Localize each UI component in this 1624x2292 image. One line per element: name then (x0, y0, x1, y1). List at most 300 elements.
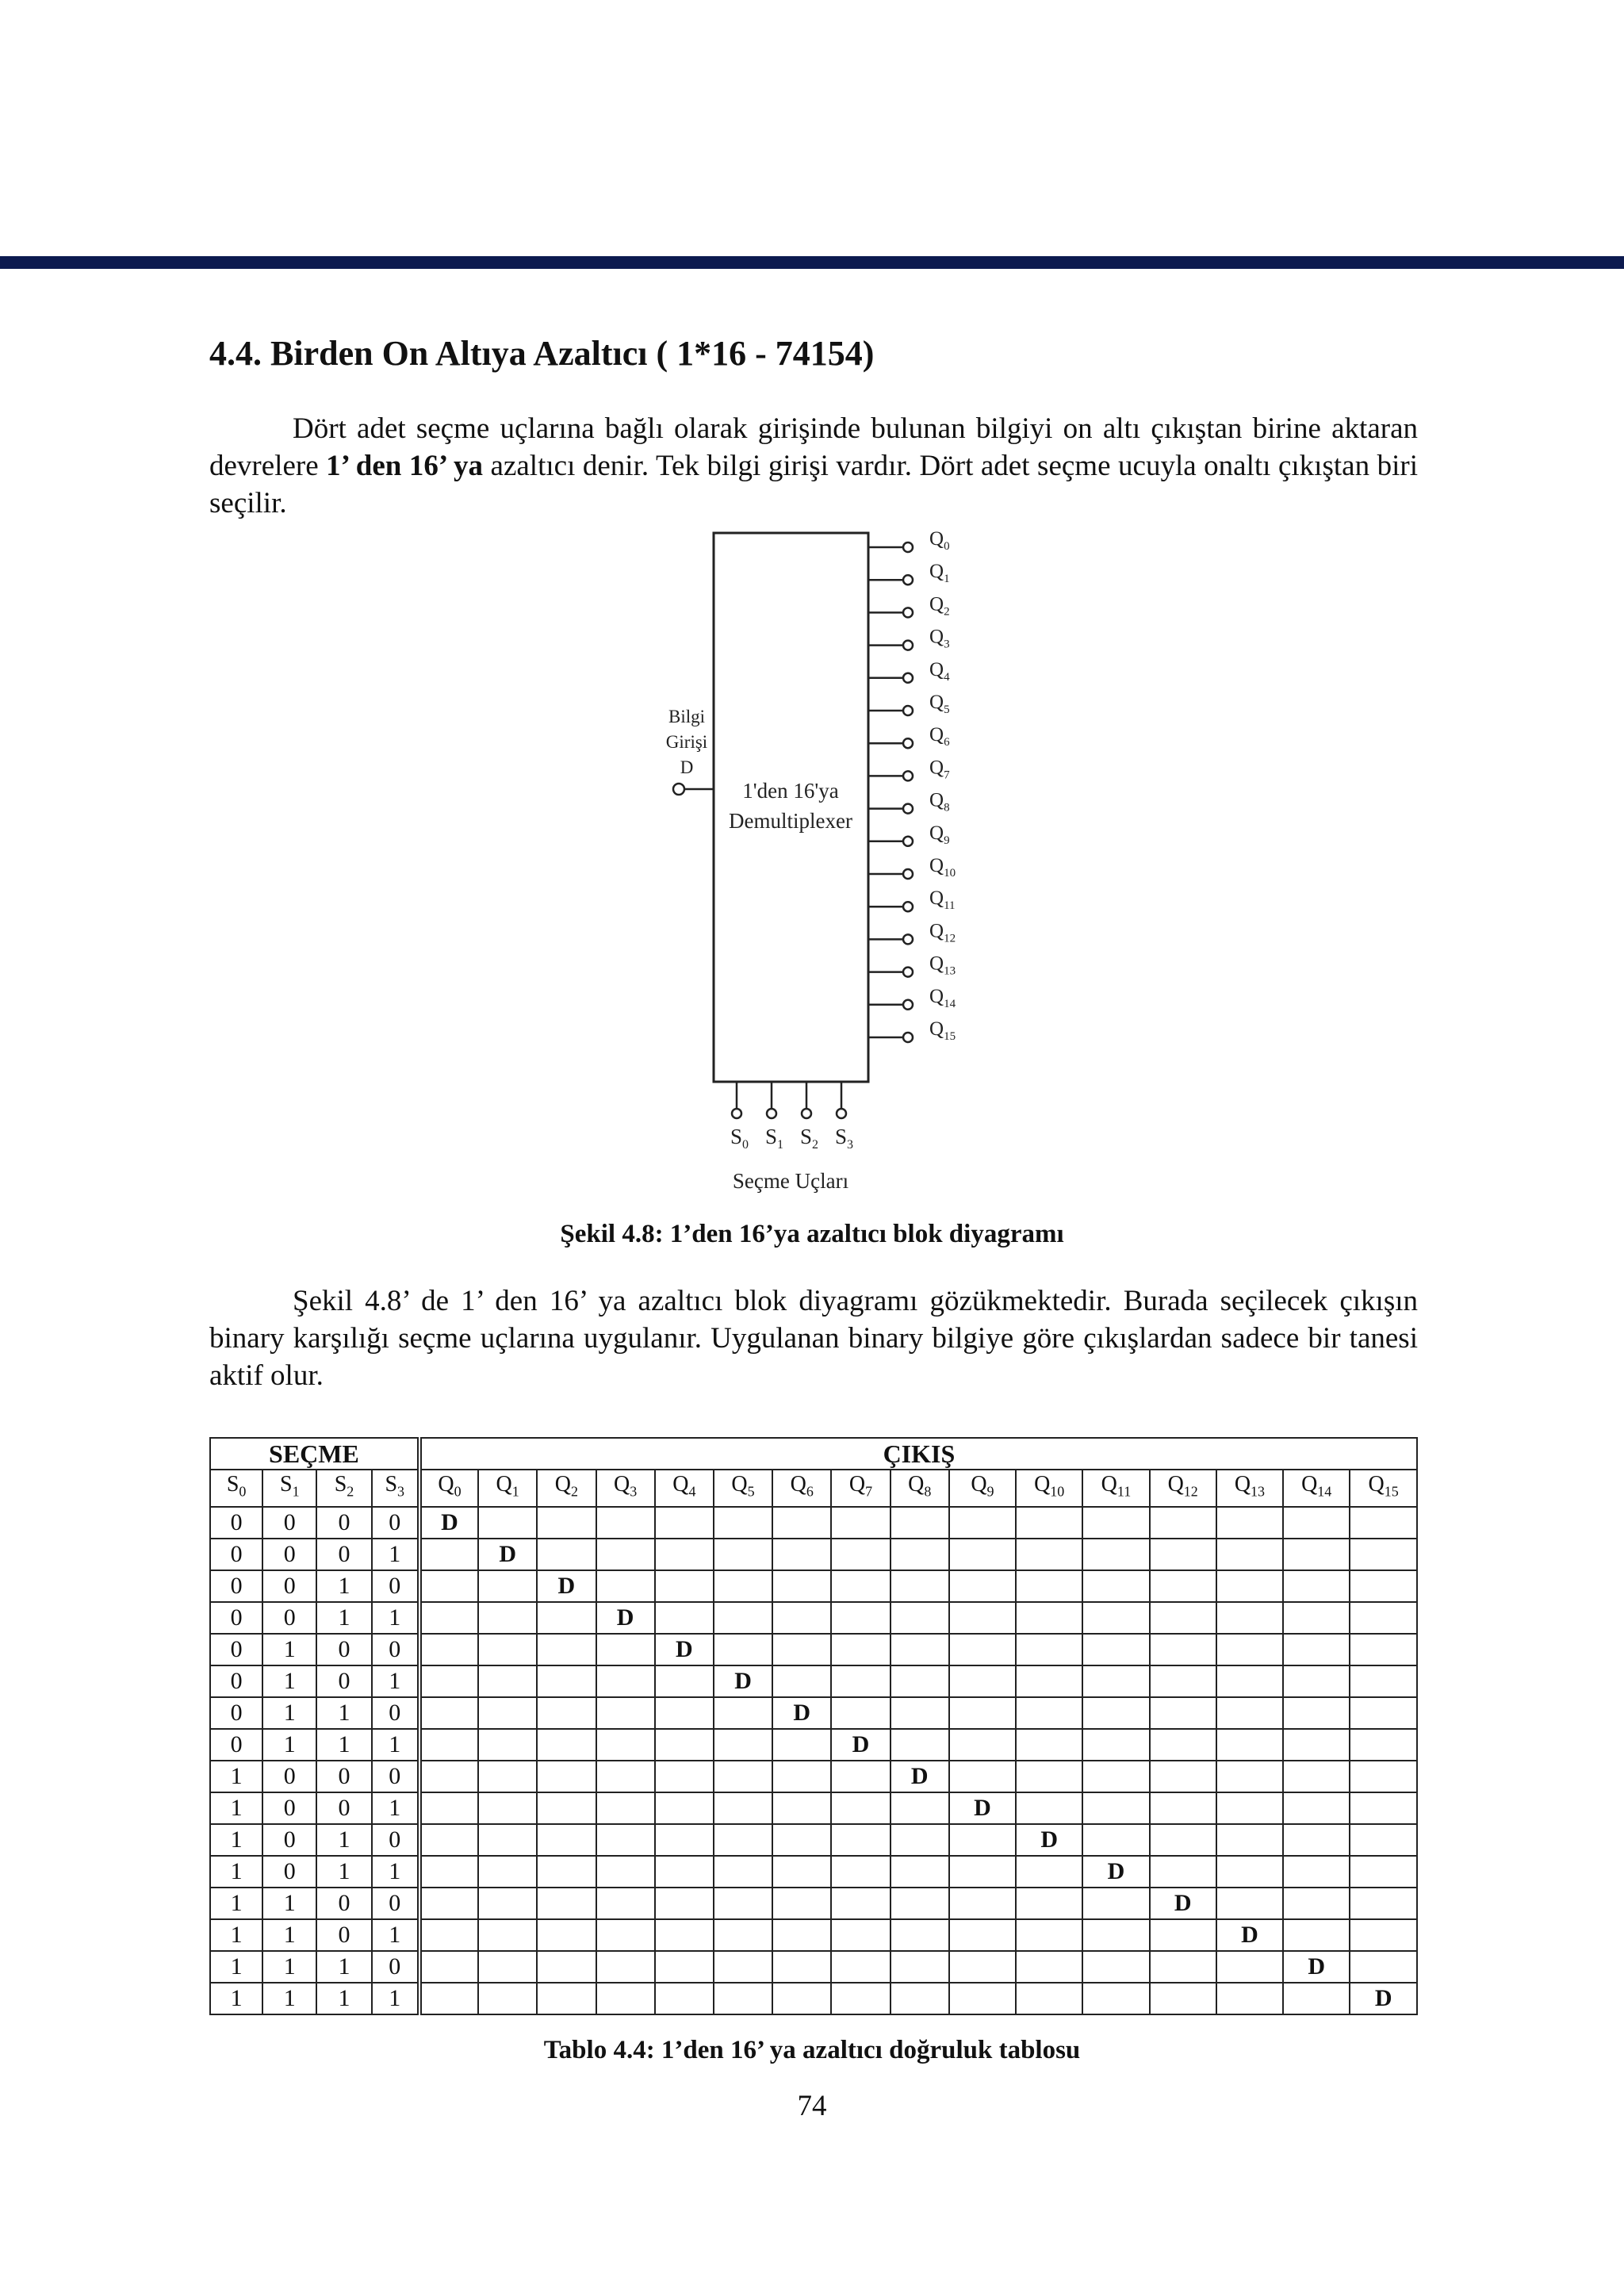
output-cell (1350, 1888, 1417, 1919)
output-cell (714, 1824, 772, 1856)
select-cell: 1 (262, 1665, 316, 1697)
output-cell (419, 1983, 478, 2014)
output-cell (949, 1697, 1016, 1729)
table-row (210, 1665, 1417, 1697)
output-cell (1216, 1983, 1283, 2014)
output-cell (419, 1919, 478, 1951)
output-cell: D (655, 1634, 714, 1665)
output-cell (714, 1951, 772, 1983)
output-cell (1082, 1539, 1149, 1570)
output-cell (1283, 1634, 1350, 1665)
output-cell (772, 1983, 831, 2014)
output-cell (891, 1634, 949, 1665)
output-cell (1016, 1761, 1082, 1792)
output-header-q9-index: 9 (986, 1483, 994, 1500)
output-terminal (903, 607, 913, 617)
output-cell: D (772, 1697, 831, 1729)
output-cell (1150, 1761, 1216, 1792)
output-cell (537, 1634, 596, 1665)
output-header-q15-index: 15 (1384, 1483, 1399, 1500)
output-pin-q14 (868, 986, 956, 1010)
output-cell (831, 1856, 890, 1888)
output-cell (1350, 1697, 1417, 1729)
output-pin-q15 (868, 1018, 956, 1043)
output-cell (655, 1792, 714, 1824)
output-cell (537, 1824, 596, 1856)
output-cell (478, 1888, 537, 1919)
output-terminal (903, 738, 913, 748)
select-cell: 0 (262, 1570, 316, 1602)
output-cell (1150, 1697, 1216, 1729)
output-cell (1350, 1824, 1417, 1856)
output-cell (537, 1729, 596, 1761)
output-cell (419, 1539, 478, 1570)
output-cell (1216, 1824, 1283, 1856)
output-cell (537, 1792, 596, 1824)
output-cell (1216, 1951, 1283, 1983)
output-cell (1350, 1951, 1417, 1983)
output-cell (596, 1507, 655, 1539)
select-header-s1: $S_1$ (262, 1470, 316, 1507)
output-label-index: 8 (944, 801, 950, 814)
select-pin-s1 (765, 1082, 783, 1152)
output-cell (1350, 1665, 1417, 1697)
select-pin-s2 (800, 1082, 818, 1152)
select-cell: 0 (372, 1761, 419, 1792)
output-cell (419, 1951, 478, 1983)
output-terminal (903, 542, 913, 552)
output-cell (1150, 1919, 1216, 1951)
output-cell (772, 1729, 831, 1761)
output-cell (1082, 1697, 1149, 1729)
select-cell: 1 (262, 1888, 316, 1919)
select-header-s2: $S_2$ (316, 1470, 371, 1507)
output-cell (478, 1729, 537, 1761)
select-cell: 0 (316, 1761, 371, 1792)
output-cell (772, 1792, 831, 1824)
output-cell (949, 1539, 1016, 1570)
output-cell (891, 1919, 949, 1951)
table-row (210, 1697, 1417, 1729)
output-cell (478, 1697, 537, 1729)
output-cell (1016, 1856, 1082, 1888)
output-cell (419, 1602, 478, 1634)
table-row (210, 1729, 1417, 1761)
output-cell (537, 1602, 596, 1634)
output-header-q13-index: 13 (1251, 1483, 1266, 1500)
output-cell (831, 1570, 890, 1602)
output-cell: D (596, 1602, 655, 1634)
explanation-paragraph (209, 1282, 1418, 1394)
output-cell (831, 1634, 890, 1665)
output-cell (1283, 1983, 1350, 2014)
output-cell (537, 1665, 596, 1697)
output-label-index: 0 (944, 540, 950, 553)
select-header-s3: $S_3$ (372, 1470, 419, 1507)
select-header-s2-index: 2 (347, 1483, 354, 1500)
select-cell: 1 (210, 1761, 262, 1792)
output-cell (478, 1634, 537, 1665)
output-label-index: 13 (944, 964, 956, 978)
output-cell (891, 1697, 949, 1729)
intro-text-start: Dört adet seçme uçlarına bağlı olarak girişinde bulunan bilgiyi on altı çıkıştan birine aktaran devrelere (209, 412, 1418, 482)
output-cell (1082, 1951, 1149, 1983)
output-cell (1082, 1729, 1149, 1761)
output-terminal (903, 902, 913, 911)
select-cell: 1 (316, 1697, 371, 1729)
output-header-q3: $Q_3$ (596, 1470, 655, 1507)
select-label-index: 2 (812, 1138, 819, 1152)
select-cell: 1 (316, 1824, 371, 1856)
output-terminal (903, 706, 913, 715)
output-cell (1150, 1792, 1216, 1824)
select-header-s1-index: 1 (292, 1483, 300, 1500)
output-label: $Q_2$ (929, 593, 950, 619)
select-cell: 0 (372, 1824, 419, 1856)
output-header-q7-index: 7 (865, 1483, 873, 1500)
output-cell (714, 1602, 772, 1634)
output-header-q1: $Q_1$ (478, 1470, 537, 1507)
demultiplexer-block-diagram (634, 523, 999, 1205)
output-header-q10-index: 10 (1050, 1483, 1065, 1500)
block-label-line2: Demultiplexer (729, 809, 852, 833)
output-label-index: 15 (944, 1030, 956, 1043)
output-cell (1082, 1761, 1149, 1792)
output-cell (1350, 1570, 1417, 1602)
output-cell (478, 1570, 537, 1602)
output-label: $Q_{14}$ (929, 985, 956, 1010)
output-terminal (903, 869, 913, 879)
output-cell: D (891, 1761, 949, 1792)
output-cell (655, 1856, 714, 1888)
column-header-row (210, 1470, 1417, 1507)
select-cell: 1 (372, 1792, 419, 1824)
select-caption: Seçme Uçları (732, 1169, 849, 1193)
select-label: $S_1$ (765, 1125, 784, 1152)
intro-text-end: azaltıcı denir. Tek bilgi girişi vardır. Dört adet seçme ucuyla onaltı çıkıştan biri seçilir. (209, 450, 1418, 519)
table-row (210, 1856, 1417, 1888)
output-header-q6: $Q_6$ (772, 1470, 831, 1507)
output-cell (537, 1856, 596, 1888)
output-cell (1016, 1888, 1082, 1919)
output-cell (1016, 1539, 1082, 1570)
output-cell (714, 1539, 772, 1570)
table-row (210, 1792, 1417, 1824)
select-cell: 1 (262, 1919, 316, 1951)
output-cell (1216, 1729, 1283, 1761)
select-terminal (837, 1109, 846, 1118)
table-row (210, 1507, 1417, 1539)
output-cell (714, 1761, 772, 1792)
select-pin-s3 (835, 1082, 853, 1152)
output-cell (655, 1539, 714, 1570)
output-cell (419, 1888, 478, 1919)
output-cell (1350, 1729, 1417, 1761)
select-cell: 0 (262, 1761, 316, 1792)
output-cell (537, 1761, 596, 1792)
select-pins (730, 1082, 853, 1152)
output-header-q0-index: 0 (454, 1483, 462, 1500)
output-pin-q7 (868, 757, 950, 781)
output-cell: D (831, 1729, 890, 1761)
select-cell: 1 (372, 1602, 419, 1634)
output-cell (1150, 1983, 1216, 2014)
output-cell (596, 1697, 655, 1729)
select-cell: 0 (262, 1602, 316, 1634)
output-cell: D (1016, 1824, 1082, 1856)
output-cell (1150, 1665, 1216, 1697)
output-header-q6-index: 6 (806, 1483, 814, 1500)
select-cell: 0 (210, 1539, 262, 1570)
output-pin-q6 (868, 724, 950, 749)
output-cell (478, 1792, 537, 1824)
output-header-q4-index: 4 (688, 1483, 696, 1500)
output-cell (714, 1634, 772, 1665)
truth-table-body (210, 1507, 1417, 2014)
output-cell (1283, 1507, 1350, 1539)
output-cell (831, 1888, 890, 1919)
output-cell (1082, 1919, 1149, 1951)
output-cell (949, 1888, 1016, 1919)
output-cell (831, 1824, 890, 1856)
output-cell (714, 1983, 772, 2014)
output-header-q9: $Q_9$ (949, 1470, 1016, 1507)
output-cell (831, 1792, 890, 1824)
select-pin-s0 (730, 1082, 749, 1152)
select-cell: 1 (372, 1856, 419, 1888)
output-label-index: 9 (944, 834, 950, 847)
table-row (210, 1570, 1417, 1602)
output-cell (1216, 1888, 1283, 1919)
output-cell (1150, 1539, 1216, 1570)
select-cell: 0 (316, 1919, 371, 1951)
select-cell: 0 (210, 1729, 262, 1761)
output-label-index: 10 (944, 867, 956, 880)
output-cell (655, 1665, 714, 1697)
output-cell: D (478, 1539, 537, 1570)
output-header-q15: $Q_{15}$ (1350, 1470, 1417, 1507)
select-cell: 0 (210, 1570, 262, 1602)
output-cell (655, 1570, 714, 1602)
output-pin-q4 (868, 659, 950, 684)
truth-table (209, 1437, 1418, 2015)
output-cell (891, 1951, 949, 1983)
output-cell (537, 1697, 596, 1729)
output-cell (891, 1665, 949, 1697)
output-cell (1350, 1507, 1417, 1539)
output-cell (714, 1570, 772, 1602)
output-cell (949, 1602, 1016, 1634)
table-row (210, 1919, 1417, 1951)
output-cell (1350, 1792, 1417, 1824)
output-header-q4: $Q_4$ (655, 1470, 714, 1507)
output-cell (891, 1983, 949, 2014)
output-label-index: 3 (944, 638, 950, 651)
table-row (210, 1602, 1417, 1634)
output-header-q10: $Q_{10}$ (1016, 1470, 1082, 1507)
output-cell (655, 1919, 714, 1951)
select-cell: 1 (316, 1729, 371, 1761)
output-cell (537, 1919, 596, 1951)
output-cell (949, 1665, 1016, 1697)
select-cell: 0 (372, 1570, 419, 1602)
output-cell (419, 1665, 478, 1697)
output-cell (831, 1951, 890, 1983)
output-cell (1216, 1697, 1283, 1729)
output-cell: D (419, 1507, 478, 1539)
table-row (210, 1539, 1417, 1570)
table-caption: Tablo 4.4: 1’den 16’ ya azaltıcı doğruluk tablosu (543, 2036, 1081, 2064)
output-cell (655, 1761, 714, 1792)
output-pin-q13 (868, 953, 956, 978)
output-cell (1016, 1665, 1082, 1697)
output-header-q1-index: 1 (511, 1483, 519, 1500)
output-pin-q2 (868, 593, 950, 618)
output-cell (891, 1570, 949, 1602)
output-cell (1150, 1729, 1216, 1761)
select-cell: 0 (262, 1792, 316, 1824)
output-cell (949, 1951, 1016, 1983)
output-cell (596, 1570, 655, 1602)
output-cell (891, 1602, 949, 1634)
table-row (210, 1761, 1417, 1792)
output-pins (868, 528, 956, 1043)
output-cell (949, 1570, 1016, 1602)
output-cell (1216, 1665, 1283, 1697)
output-cell (831, 1761, 890, 1792)
output-terminal (903, 804, 913, 814)
output-cell (1283, 1570, 1350, 1602)
output-cell (478, 1951, 537, 1983)
output-cell (655, 1824, 714, 1856)
output-cell (949, 1761, 1016, 1792)
output-cell: D (714, 1665, 772, 1697)
select-cell: 0 (210, 1507, 262, 1539)
output-terminal (903, 968, 913, 977)
select-cell: 0 (316, 1665, 371, 1697)
output-cell (1283, 1697, 1350, 1729)
output-label: $Q_{11}$ (929, 887, 956, 913)
select-cell: 0 (210, 1665, 262, 1697)
output-cell (419, 1697, 478, 1729)
select-cell: 0 (210, 1634, 262, 1665)
output-cell (714, 1697, 772, 1729)
output-terminal (903, 575, 913, 584)
output-cell (1150, 1570, 1216, 1602)
select-group-header: SEÇME (210, 1438, 419, 1470)
select-cell: 0 (316, 1888, 371, 1919)
output-pin-q1 (868, 561, 950, 585)
output-cell (596, 1888, 655, 1919)
select-cell: 1 (262, 1983, 316, 2014)
select-cell: 1 (210, 1983, 262, 2014)
select-label: $S_2$ (800, 1125, 819, 1152)
output-cell (1350, 1634, 1417, 1665)
output-cell (1082, 1792, 1149, 1824)
output-cell (772, 1824, 831, 1856)
output-cell (1350, 1919, 1417, 1951)
output-cell (655, 1697, 714, 1729)
select-cell: 1 (372, 1919, 419, 1951)
output-header-q11: $Q_{11}$ (1082, 1470, 1149, 1507)
output-cell (1283, 1729, 1350, 1761)
select-cell: 0 (372, 1888, 419, 1919)
output-cell (891, 1507, 949, 1539)
output-cell (1350, 1856, 1417, 1888)
output-label-index: 4 (944, 670, 950, 684)
output-cell (1082, 1570, 1149, 1602)
output-cell (655, 1729, 714, 1761)
output-cell (478, 1761, 537, 1792)
output-header-q8-index: 8 (924, 1483, 932, 1500)
output-cell (1082, 1507, 1149, 1539)
section-heading: 4.4. Birden On Altıya Azaltıcı ( 1*16 - 74154) (209, 334, 875, 373)
output-header-q14-index: 14 (1317, 1483, 1332, 1500)
output-cell (596, 1729, 655, 1761)
output-cell (1350, 1539, 1417, 1570)
select-cell: 1 (316, 1983, 371, 2014)
output-cell (1283, 1856, 1350, 1888)
output-cell: D (537, 1570, 596, 1602)
output-cell (831, 1665, 890, 1697)
output-cell (772, 1761, 831, 1792)
output-header-q7: $Q_7$ (831, 1470, 890, 1507)
output-header-q5-index: 5 (747, 1483, 755, 1500)
select-cell: 1 (372, 1539, 419, 1570)
output-pin-q12 (868, 920, 956, 945)
output-cell (478, 1824, 537, 1856)
output-label: $Q_{12}$ (929, 920, 956, 945)
output-header-q13: $Q_{13}$ (1216, 1470, 1283, 1507)
output-cell (949, 1634, 1016, 1665)
output-pin-q11 (868, 887, 956, 912)
output-cell (1150, 1951, 1216, 1983)
output-cell (478, 1983, 537, 2014)
output-cell (655, 1983, 714, 2014)
output-cell (1283, 1919, 1350, 1951)
output-cell (1150, 1602, 1216, 1634)
select-cell: 1 (262, 1634, 316, 1665)
output-cell (772, 1570, 831, 1602)
table-row (210, 1824, 1417, 1856)
output-cell (714, 1919, 772, 1951)
output-label: $Q_9$ (929, 822, 950, 847)
output-cell (537, 1507, 596, 1539)
output-header-q12: $Q_{12}$ (1150, 1470, 1216, 1507)
output-cell (419, 1761, 478, 1792)
output-header-q14: $Q_{14}$ (1283, 1470, 1350, 1507)
select-cell: 1 (210, 1919, 262, 1951)
output-cell (537, 1983, 596, 2014)
output-header-q2-index: 2 (571, 1483, 578, 1500)
intro-paragraph (209, 410, 1418, 522)
output-cell: D (1283, 1951, 1350, 1983)
output-cell (419, 1729, 478, 1761)
output-cell (1016, 1983, 1082, 2014)
output-cell (419, 1570, 478, 1602)
select-cell: 0 (262, 1856, 316, 1888)
output-terminal (903, 771, 913, 780)
output-cell (655, 1888, 714, 1919)
output-cell (596, 1919, 655, 1951)
output-label: $Q_1$ (929, 561, 950, 586)
output-cell (478, 1507, 537, 1539)
output-cell (1216, 1602, 1283, 1634)
explanation-text: Şekil 4.8’ de 1’ den 16’ ya azaltıcı blok diyagramı gözükmektedir. Burada seçilecek çıkışın binary karşılığı seçme uçlarına uygulanır. Uygulanan binary bilgiye göre çıkışlardan sadece bir tanesi aktif olur. (209, 1285, 1418, 1392)
select-cell: 0 (316, 1507, 371, 1539)
output-label: $Q_{15}$ (929, 1018, 956, 1043)
output-terminal (903, 1033, 913, 1042)
